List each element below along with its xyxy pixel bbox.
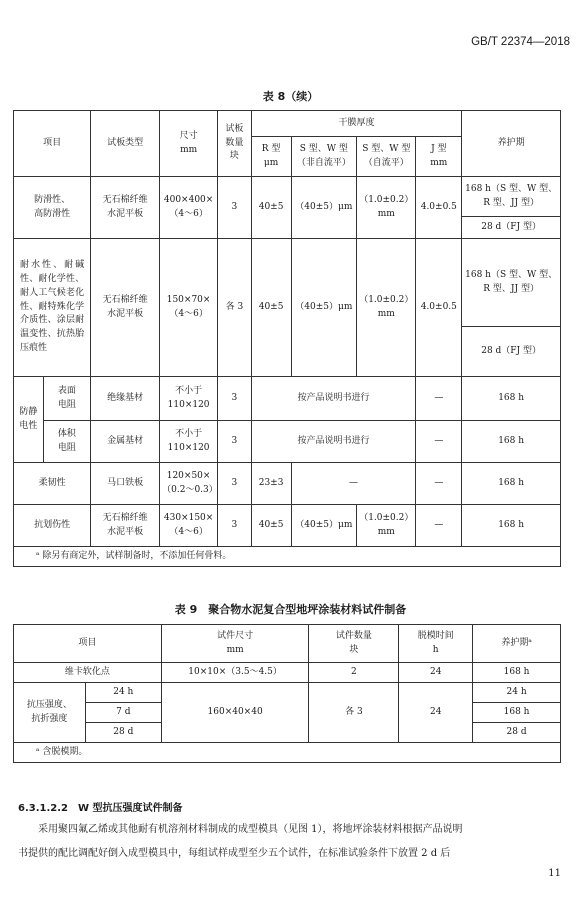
th-count: 试板 数量 块 bbox=[218, 111, 252, 177]
cell-cure: 168 h bbox=[473, 663, 561, 683]
cell-cure: 168 h bbox=[462, 505, 561, 547]
cell-demold: 24 bbox=[399, 663, 473, 683]
table8-caption: 表 8（续） bbox=[262, 90, 319, 103]
cell-cure: 168 h bbox=[462, 463, 561, 505]
cell-count: 3 bbox=[218, 377, 252, 421]
cell-s-nonself: （40±5）μm bbox=[291, 505, 357, 547]
cell-j: — bbox=[416, 463, 462, 505]
cell-cure: 28 d（FJ 型） bbox=[462, 217, 561, 239]
cell-size: 400×400× （4～6） bbox=[160, 177, 218, 239]
cell-board: 马口铁板 bbox=[91, 463, 160, 505]
th-cure: 养护期 bbox=[462, 111, 561, 177]
cell-board: 无石棉纤维 水泥平板 bbox=[91, 177, 160, 239]
cell-count: 3 bbox=[218, 421, 252, 463]
page-number: 11 bbox=[548, 868, 561, 879]
cell-demold: 24 bbox=[399, 683, 473, 743]
th-count: 试件数量 块 bbox=[309, 625, 399, 663]
paragraph-line-2: 书提供的配比调配好倒入成型模具中，每组试样成型至少五个试件，在标准试验条件下放置 2 d 后 bbox=[18, 848, 451, 859]
cell-age: 24 h bbox=[85, 683, 161, 703]
cell-s-nonself: （40±5）μm bbox=[291, 177, 357, 239]
cell-size: 120×50× （0.2～0.3） bbox=[160, 463, 218, 505]
th-board-type: 试板类型 bbox=[91, 111, 160, 177]
cell-j: — bbox=[416, 377, 462, 421]
cell-cure: 168 h bbox=[462, 421, 561, 463]
cell-cure: 24 h bbox=[473, 683, 561, 703]
table8-footnote: ᵃ 除另有商定外，试样制备时，不添加任何骨料。 bbox=[14, 547, 561, 567]
cell-film: 按产品说明书进行 bbox=[251, 377, 416, 421]
th-j-type: J 型 mm bbox=[416, 137, 462, 177]
cell-film: 按产品说明书进行 bbox=[251, 421, 416, 463]
cell-cure: 28 d（FJ 型） bbox=[462, 327, 561, 377]
cell-cure: 168 h（S 型、W 型、 R 型、JJ 型） bbox=[462, 239, 561, 327]
cell-count: 2 bbox=[309, 663, 399, 683]
th-size: 试件尺寸 mm bbox=[161, 625, 309, 663]
cell-s-self: （1.0±0.2）mm bbox=[357, 239, 416, 377]
cell-r: 40±5 bbox=[251, 505, 291, 547]
cell-age: 7 d bbox=[85, 703, 161, 723]
cell-s-self: （1.0±0.2）mm bbox=[357, 177, 416, 239]
cell-count: 3 bbox=[218, 177, 252, 239]
th-demold: 脱模时间 h bbox=[399, 625, 473, 663]
table9-footnote: ᵃ 含脱模期。 bbox=[14, 743, 561, 763]
cell-cure: 168 h bbox=[462, 377, 561, 421]
cell-s: — bbox=[291, 463, 416, 505]
th-s-self: S 型、W 型 （自流平） bbox=[357, 137, 416, 177]
cell-board: 绝缘基材 bbox=[91, 377, 160, 421]
th-film-thickness: 干膜厚度 bbox=[251, 111, 462, 137]
cell-size: 150×70× （4～6） bbox=[160, 239, 218, 377]
cell-s-nonself: （40±5）μm bbox=[291, 239, 357, 377]
cell-cure: 168 h bbox=[473, 703, 561, 723]
cell-board: 无石棉纤维 水泥平板 bbox=[91, 505, 160, 547]
table9 bbox=[13, 624, 561, 763]
cell-r: 40±5 bbox=[251, 239, 291, 377]
cell-subitem: 表面 电阻 bbox=[43, 377, 90, 421]
cell-item: 维卡软化点 bbox=[14, 663, 162, 683]
cell-subitem: 体积 电阻 bbox=[43, 421, 90, 463]
cell-size: 160×40×40 bbox=[161, 683, 309, 743]
th-s-nonself: S 型、W 型 （非自流平） bbox=[291, 137, 357, 177]
cell-count: 3 bbox=[218, 505, 252, 547]
section-heading: 6.3.1.2.2 W 型抗压强度试件制备 bbox=[18, 803, 183, 814]
cell-item: 抗压强度、 抗折强度 bbox=[14, 683, 86, 743]
th-item: 项目 bbox=[14, 625, 162, 663]
cell-item: 抗划伤性 bbox=[14, 505, 91, 547]
cell-item: 防静 电性 bbox=[14, 377, 44, 463]
cell-age: 28 d bbox=[85, 723, 161, 743]
cell-j: 4.0±0.5 bbox=[416, 177, 462, 239]
cell-count: 各 3 bbox=[309, 683, 399, 743]
th-r-type: R 型 μm bbox=[251, 137, 291, 177]
cell-r: 23±3 bbox=[251, 463, 291, 505]
cell-size: 10×10×（3.5～4.5） bbox=[161, 663, 309, 683]
cell-size: 不小于 110×120 bbox=[160, 377, 218, 421]
cell-board: 金属基材 bbox=[91, 421, 160, 463]
paragraph-line-1: 采用聚四氟乙烯或其他耐有机溶剂材料制成的成型模具（见图 1），将地坪涂装材料根据产品说明 bbox=[38, 824, 463, 835]
th-item: 项目 bbox=[14, 111, 91, 177]
cell-board: 无石棉纤维 水泥平板 bbox=[91, 239, 160, 377]
table8 bbox=[13, 110, 561, 567]
cell-count: 3 bbox=[218, 463, 252, 505]
cell-item: 防滑性、 高防滑性 bbox=[14, 177, 91, 239]
cell-item: 耐水性、耐碱性、耐化学性、耐人工气候老化性、耐特殊化学介质性、涂层耐温变性、抗热胎压痕性 bbox=[14, 239, 91, 377]
cell-cure: 28 d bbox=[473, 723, 561, 743]
standard-number: GB/T 22374—2018 bbox=[471, 36, 570, 48]
th-cure: 养护期ᵃ bbox=[473, 625, 561, 663]
cell-cure: 168 h（S 型、W 型、 R 型、JJ 型） bbox=[462, 177, 561, 217]
table9-caption: 表 9 聚合物水泥复合型地坪涂装材料试件制备 bbox=[174, 603, 407, 616]
cell-j: 4.0±0.5 bbox=[416, 239, 462, 377]
cell-j: — bbox=[416, 505, 462, 547]
cell-item: 柔韧性 bbox=[14, 463, 91, 505]
th-size: 尺寸 mm bbox=[160, 111, 218, 177]
cell-j: — bbox=[416, 421, 462, 463]
cell-size: 430×150× （4～6） bbox=[160, 505, 218, 547]
cell-count: 各 3 bbox=[218, 239, 252, 377]
cell-r: 40±5 bbox=[251, 177, 291, 239]
cell-s-self: （1.0±0.2）mm bbox=[357, 505, 416, 547]
cell-size: 不小于 110×120 bbox=[160, 421, 218, 463]
